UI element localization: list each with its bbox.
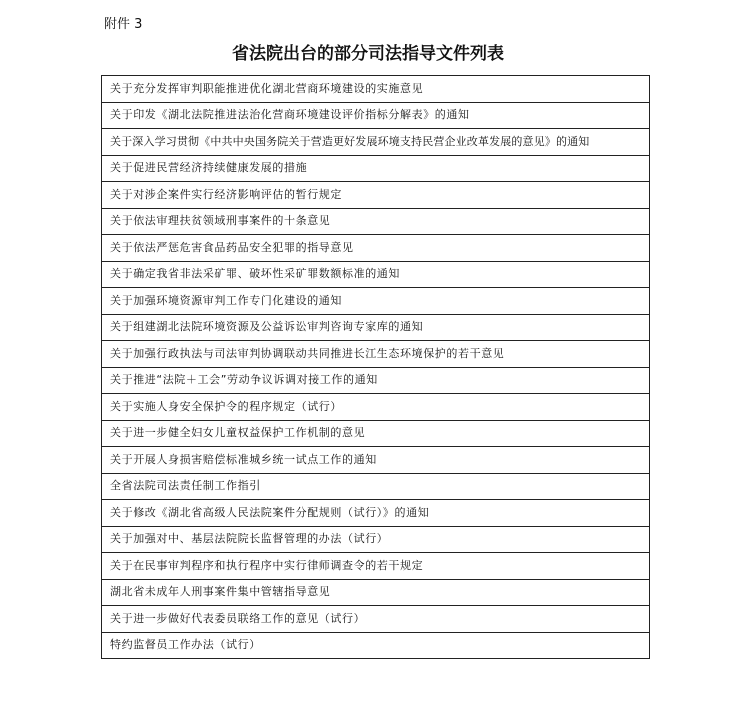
document-title-cell: 全省法院司法责任制工作指引: [102, 473, 650, 500]
table-row: [102, 102, 650, 129]
document-title-cell: 关于依法审理扶贫领域刑事案件的十条意见: [102, 208, 650, 235]
table-row: [102, 155, 650, 182]
document-title-cell: 关于加强对中、基层法院院长监督管理的办法（试行）: [102, 526, 650, 553]
document-title-cell: 关于推进“法院＋工会”劳动争议诉调对接工作的通知: [102, 367, 650, 394]
document-title-cell: 关于进一步做好代表委员联络工作的意见（试行）: [102, 606, 650, 633]
table-row: [102, 579, 650, 606]
table-row: [102, 526, 650, 553]
table-row: [102, 367, 650, 394]
annex-label: 附件 3: [104, 17, 143, 32]
table-row: [102, 76, 650, 103]
document-title-cell: 关于进一步健全妇女儿童权益保护工作机制的意见: [102, 420, 650, 447]
document-title-cell: 关于开展人身损害赔偿标准城乡统一试点工作的通知: [102, 447, 650, 474]
table-row: [102, 394, 650, 421]
document-title-cell: 关于促进民营经济持续健康发展的措施: [102, 155, 650, 182]
document-title-cell: 关于加强行政执法与司法审判协调联动共同推进长江生态环境保护的若干意见: [102, 341, 650, 368]
table-row: [102, 341, 650, 368]
document-title-cell: 关于加强环境资源审判工作专门化建设的通知: [102, 288, 650, 315]
document-title-cell: 关于在民事审判程序和执行程序中实行律师调查令的若干规定: [102, 553, 650, 580]
document-title-cell: 关于印发《湖北法院推进法治化营商环境建设评价指标分解表》的通知: [102, 102, 650, 129]
table-row: [102, 208, 650, 235]
table-row: [102, 606, 650, 633]
document-list-table: [101, 75, 650, 659]
document-title-cell: 关于组建湖北法院环境资源及公益诉讼审判咨询专家库的通知: [102, 314, 650, 341]
document-title-cell: 关于对涉企案件实行经济影响评估的暂行规定: [102, 182, 650, 209]
table-row: [102, 235, 650, 262]
table-row: [102, 553, 650, 580]
document-title-cell: 关于充分发挥审判职能推进优化湖北营商环境建设的实施意见: [102, 76, 650, 103]
table-row: [102, 447, 650, 474]
table-row: [102, 261, 650, 288]
table-row: [102, 288, 650, 315]
document-title-cell: 关于依法严惩危害食品药品安全犯罪的指导意见: [102, 235, 650, 262]
document-title-cell: 特约监督员工作办法（试行）: [102, 632, 650, 659]
table-row: [102, 182, 650, 209]
table-row: [102, 500, 650, 527]
document-title-cell: 关于修改《湖北省高级人民法院案件分配规则（试行）》的通知: [102, 500, 650, 527]
document-title-cell: 关于实施人身安全保护令的程序规定（试行）: [102, 394, 650, 421]
table-row: [102, 314, 650, 341]
document-title-cell: 关于深入学习贯彻《中共中央国务院关于营造更好发展环境支持民营企业改革发展的意见》的通知: [102, 129, 650, 156]
table-row: [102, 632, 650, 659]
page-title: 省法院出台的部分司法指导文件列表: [232, 44, 504, 64]
table-row: [102, 129, 650, 156]
table-row: [102, 420, 650, 447]
document-title-cell: 湖北省未成年人刑事案件集中管辖指导意见: [102, 579, 650, 606]
table-row: [102, 473, 650, 500]
document-title-cell: 关于确定我省非法采矿罪、破坏性采矿罪数额标准的通知: [102, 261, 650, 288]
